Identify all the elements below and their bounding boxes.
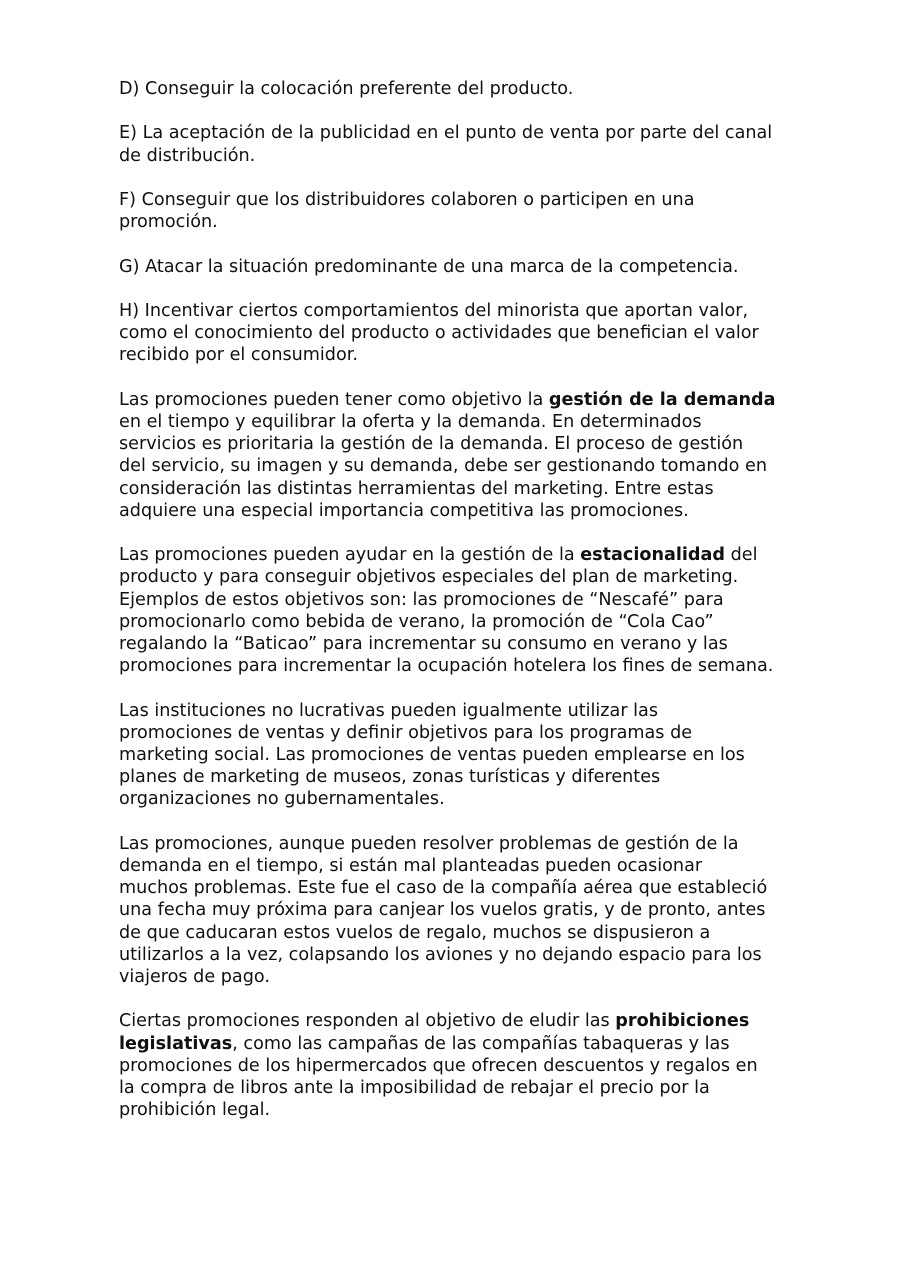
bold-term-demand: gestión de la demanda [548, 389, 776, 410]
paragraph-nonprofit [119, 700, 809, 811]
text-line: producto y para conseguir objetivos especiales del plan de marketing. [119, 567, 739, 588]
text-line: una fecha muy próxima para canjear los vuelos gratis, y de pronto, antes [119, 900, 766, 921]
text-line: organizaciones no gubernamentales. [119, 789, 445, 810]
text-line: F) Conseguir que los distribuidores colaboren o participen en una [119, 189, 695, 210]
text-line: recibido por el consumidor. [119, 345, 358, 366]
paragraph-item-g [119, 256, 809, 278]
paragraph-seasonality [119, 544, 809, 677]
text-line: promociones para incrementar la ocupación hotelera los fines de semana. [119, 656, 774, 677]
text-line: Las promociones, aunque pueden resolver problemas de gestión de la [119, 833, 739, 854]
paragraph-item-f [119, 189, 809, 233]
text-line: Las instituciones no lucrativas pueden igualmente utilizar las [119, 700, 658, 721]
text-line: regalando la “Baticao” para incrementar su consumo en verano y las [119, 633, 728, 654]
text-line: promocionarlo como bebida de verano, la promoción de “Cola Cao” [119, 611, 714, 632]
paragraph-problems [119, 833, 809, 988]
text-fragment: , como las campañas de las compañías tabaqueras y las [232, 1033, 730, 1054]
paragraph-demand [119, 389, 809, 522]
text-line: planes de marketing de museos, zonas turísticas y diferentes [119, 767, 661, 788]
text-line: la compra de libros ante la imposibilidad de rebajar el precio por la [119, 1078, 710, 1098]
text-line: viajeros de pago. [119, 967, 270, 987]
paragraph-item-e [119, 122, 809, 166]
text-line: Ejemplos de estos objetivos son: las promociones de “Nescafé” para [119, 589, 724, 610]
text-line: muchos problemas. Este fue el caso de la compañía aérea que estableció [119, 878, 768, 899]
text-line: como el conocimiento del producto o actividades que benefician el valor [119, 323, 759, 344]
paragraph-legislative [119, 1010, 809, 1121]
text-line: utilizarlos a la vez, colapsando los aviones y no dejando espacio para los [119, 944, 762, 965]
text-line: promociones de los hipermercados que ofrecen descuentos y regalos en [119, 1055, 758, 1076]
text-line: marketing social. Las promociones de ventas pueden emplearse en los [119, 744, 745, 765]
document-body [119, 78, 809, 1144]
text-line: promociones de ventas y definir objetivos para los programas de [119, 722, 693, 743]
text-line: Las promociones pueden tener como objetivo la [119, 389, 549, 410]
text-line: E) La aceptación de la publicidad en el punto de venta por parte del canal [119, 123, 773, 144]
bold-term-legislative: legislativas [119, 1033, 233, 1054]
text-line: H) Incentivar ciertos comportamientos del minorista que aportan valor, [119, 300, 749, 321]
text-line: prohibición legal. [119, 1100, 271, 1121]
paragraph-item-d [119, 78, 809, 100]
text-line: del servicio, su imagen y su demanda, debe ser gestionando tomando en [119, 456, 768, 477]
text-line: adquiere una especial importancia competitiva las promociones. [119, 500, 689, 521]
paragraph-item-h [119, 300, 809, 367]
text-line: Las promociones pueden ayudar en la gestión de la [119, 545, 581, 566]
text-line: promoción. [119, 212, 218, 233]
bold-term-seasonality: estacionalidad [580, 545, 725, 566]
text-fragment: del [724, 545, 758, 566]
text-line: demanda en el tiempo, si están mal planteadas pueden ocasionar [119, 855, 703, 876]
text-line: D) Conseguir la colocación preferente del producto. [119, 79, 574, 99]
text-line: consideración las distintas herramientas del marketing. Entre estas [119, 478, 714, 499]
text-line: de que caducaran estos vuelos de regalo, muchos se dispusieron a [119, 922, 711, 943]
text-line: en el tiempo y equilibrar la oferta y la demanda. En determinados [119, 411, 702, 432]
text-line: Ciertas promociones responden al objetivo de eludir las [119, 1011, 616, 1032]
bold-term-prohibitions: prohibiciones [615, 1011, 750, 1032]
text-line: servicios es prioritaria la gestión de la demanda. El proceso de gestión [119, 434, 744, 455]
text-line: G) Atacar la situación predominante de una marca de la competencia. [119, 256, 739, 277]
text-line: de distribución. [119, 145, 256, 166]
